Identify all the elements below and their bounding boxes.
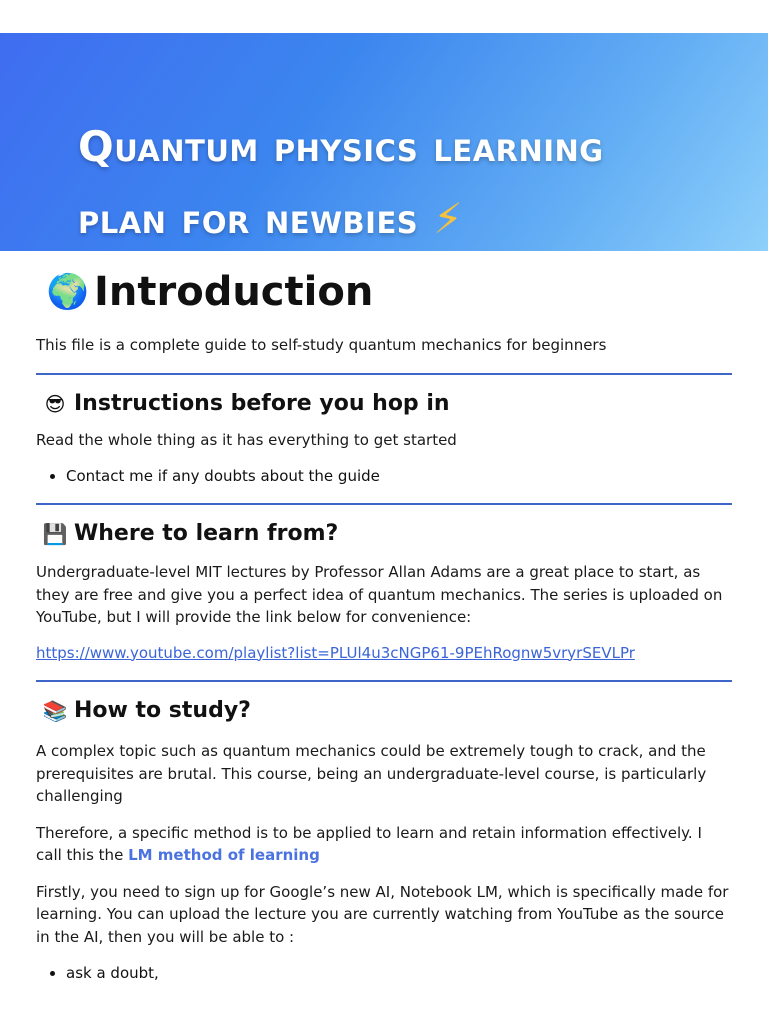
- instructions-heading: [36, 389, 732, 419]
- where-heading: [36, 519, 732, 549]
- lm-method-link[interactable]: LM method of learning: [128, 846, 320, 864]
- sunglasses-face-icon: 😎: [44, 391, 66, 416]
- list-item: • Contact me if any doubts about the guide: [66, 465, 732, 487]
- how-paragraph-2: [36, 822, 732, 867]
- document-title: [78, 111, 738, 251]
- globe-icon: 🌍: [46, 272, 90, 312]
- how-paragraph-1: A complex topic such as quantum mechanics could be extremely tough to crack, and the prerequisites are brutal. This course, being an undergraduate-level course, is particularly challenging: [36, 742, 707, 805]
- section-divider: [36, 680, 732, 682]
- how-paragraph-2-text: Therefore, a specific method is to be applied to learn and retain information effectively. I call this the: [36, 823, 702, 864]
- floppy-disk-icon: 💾: [42, 522, 68, 546]
- title-line-1: Quantum physics learning: [78, 122, 604, 171]
- intro-heading: [36, 266, 732, 318]
- lightning-bolt-icon: ⚡: [433, 194, 464, 243]
- how-heading-text: How to study?: [74, 698, 251, 723]
- youtube-playlist-link[interactable]: https://www.youtube.com/playlist?list=PLUl4u3cNGP61-9PEhRognw5vryrSEVLPr: [36, 643, 635, 662]
- instructions-heading-text: Instructions before you hop in: [74, 390, 450, 416]
- intro-text: This file is a complete guide to self-study quantum mechanics for beginners: [36, 336, 607, 354]
- where-heading-text: Where to learn from?: [74, 521, 339, 546]
- intro-heading-text: Introduction: [94, 269, 374, 315]
- section-divider: [36, 503, 732, 505]
- list-item: • ask a doubt,: [66, 962, 732, 984]
- how-list: [36, 962, 732, 984]
- books-icon: 📚: [42, 699, 68, 723]
- title-line-2: plan for newbies: [78, 194, 419, 243]
- document-body: [36, 266, 732, 984]
- section-divider: [36, 373, 732, 375]
- instructions-text: Read the whole thing as it has everything to get started: [36, 430, 457, 449]
- how-paragraph-3: Firstly, you need to sign up for Google’s new AI, Notebook LM, which is specifically made for learning. You can upload the lecture you are currently watching from YouTube as the source in the AI, then you will be able to :: [36, 882, 729, 946]
- where-text: Undergraduate-level MIT lectures by Professor Allan Adams are a great place to start, as they are free and give you a perfect idea of quantum mechanics. The series is uploaded on YouTube, but I will provide the link below for convenience:: [36, 563, 723, 626]
- how-heading: [36, 696, 732, 726]
- header-banner: [0, 33, 768, 251]
- instructions-list: [36, 465, 732, 487]
